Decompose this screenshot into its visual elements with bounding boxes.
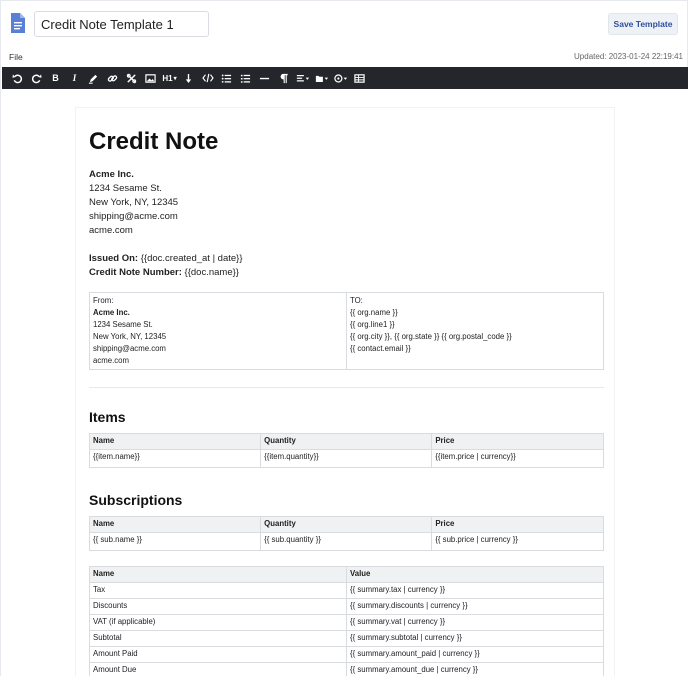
to-cell [347,293,604,370]
file-menu[interactable]: File [9,52,23,62]
company-name: Acme Inc. [89,169,134,180]
image-icon[interactable] [141,67,160,89]
credit-note-number-label: Credit Note Number: [89,267,182,278]
table-cell: Amount Due [90,663,347,676]
from-name: Acme Inc. [93,308,130,317]
table-cell: {{ summary.discounts | currency }} [347,599,604,615]
italic-icon[interactable]: I [72,73,77,83]
table-header-cell: Price [432,517,604,533]
template-title-input[interactable] [34,11,209,37]
from-to-table [89,292,604,370]
table-row [90,450,604,468]
table-row [90,533,604,551]
redo-icon[interactable] [27,67,46,89]
from-line2: New York, NY, 12345 [93,332,167,341]
table-cell: {{item.quantity}} [261,450,432,468]
table-row [90,631,604,647]
table-cell: {{item.price | currency}} [432,450,604,468]
table-row [90,663,604,676]
credit-note-number-value: {{doc.name}} [181,267,239,278]
table-header-cell: Quantity [261,517,432,533]
menu-row [1,47,688,67]
to-name: {{ org.name }} [350,308,398,317]
link-icon[interactable] [103,67,122,89]
align-icon[interactable] [293,67,312,89]
company-address [89,168,604,238]
paragraph-icon[interactable] [274,67,293,89]
table-cell: {{ sub.price | currency }} [432,533,604,551]
table-cell: {{item.name}} [90,450,261,468]
save-template-button[interactable]: Save Template [608,13,678,35]
table-header-cell: Value [347,567,604,583]
unlink-icon[interactable] [122,67,141,89]
table-cell: {{ sub.name }} [90,533,261,551]
table-header-cell: Price [432,434,604,450]
document-icon [10,12,26,34]
table-header-row [90,567,604,583]
table-row [90,583,604,599]
editor-area[interactable] [1,89,688,676]
table-cell: {{ summary.amount_due | currency }} [347,663,604,676]
editor-toolbar [2,67,688,89]
to-line2: {{ org.city }}, {{ org.state }} {{ org.postal_code }} [350,332,512,341]
subscriptions-heading: Subscriptions [89,492,183,508]
table-cell: VAT (if applicable) [90,615,347,631]
from-email: shipping@acme.com [93,344,166,353]
divider [89,387,604,388]
undo-icon[interactable] [8,67,27,89]
table-cell: {{ sub.quantity }} [261,533,432,551]
updated-timestamp: Updated: 2023-01-24 22:19:41 [574,52,683,61]
summary-table [89,566,604,676]
bold-icon[interactable]: B [52,73,59,83]
subscriptions-table [89,516,604,551]
table-cell: {{ summary.tax | currency }} [347,583,604,599]
to-label: TO: [350,296,363,305]
items-table [89,433,604,468]
table-header-cell: Name [90,434,261,450]
table-icon[interactable] [350,67,369,89]
code-icon[interactable] [198,67,217,89]
document-title: Credit Note [89,128,219,155]
heading-icon[interactable]: H1 ▾ [162,73,177,83]
from-label: From: [93,296,114,305]
to-line1: {{ org.line1 }} [350,320,395,329]
credit-note-number [89,266,604,280]
company-email: shipping@acme.com [89,211,178,222]
items-heading: Items [89,409,126,425]
bullet-list-icon[interactable] [236,67,255,89]
issued-on-label: Issued On: [89,253,139,264]
top-bar [1,1,688,47]
from-cell [90,293,347,370]
table-cell: Subtotal [90,631,347,647]
table-cell: {{ summary.vat | currency }} [347,615,604,631]
to-email: {{ contact.email }} [350,344,411,353]
table-header-row [90,434,604,450]
table-header-cell: Name [90,517,261,533]
company-line2: New York, NY, 12345 [89,197,179,208]
table-header-row [90,517,604,533]
hard-break-icon[interactable] [179,67,198,89]
table-row [90,615,604,631]
issued-on [89,252,604,266]
company-website: acme.com [89,225,133,236]
folder-icon[interactable] [312,67,331,89]
table-cell: Tax [90,583,347,599]
table-header-cell: Quantity [261,434,432,450]
document-meta [89,252,604,280]
table-cell: {{ summary.subtotal | currency }} [347,631,604,647]
ordered-list-icon[interactable] [217,67,236,89]
heading-label: H1 [162,73,173,83]
company-line1: 1234 Sesame St. [89,183,162,194]
from-line1: 1234 Sesame St. [93,320,153,329]
horizontal-rule-icon[interactable] [255,67,274,89]
color-icon[interactable] [331,67,350,89]
table-row [90,599,604,615]
table-cell: Amount Paid [90,647,347,663]
table-cell: {{ summary.amount_paid | currency }} [347,647,604,663]
highlight-icon[interactable] [84,67,103,89]
issued-on-value: {{doc.created_at | date}} [138,253,243,264]
document-content [89,128,604,676]
from-website: acme.com [93,356,129,365]
table-cell: Discounts [90,599,347,615]
table-row [90,647,604,663]
table-header-cell: Name [90,567,347,583]
document-page[interactable] [75,107,615,676]
